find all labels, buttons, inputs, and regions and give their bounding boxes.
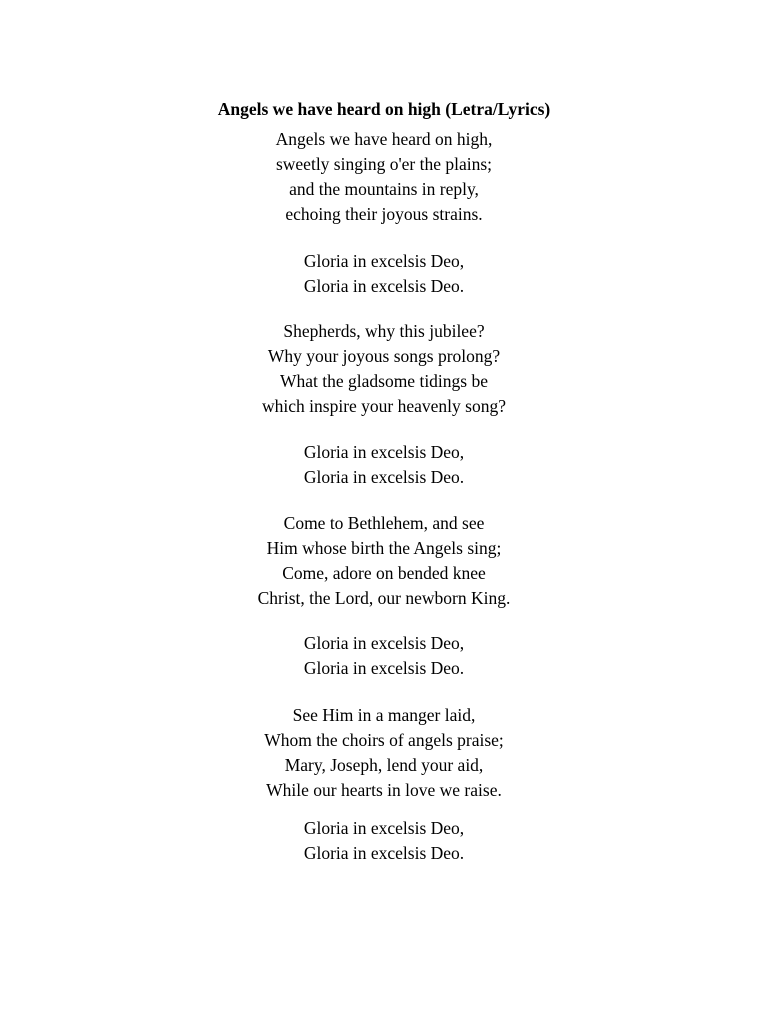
lyric-line: and the mountains in reply,	[289, 179, 479, 199]
lyric-line: echoing their joyous strains.	[285, 204, 483, 224]
lyric-line: Whom the choirs of angels praise;	[264, 730, 504, 750]
stanza-chorus-2	[0, 440, 768, 490]
lyric-line: Gloria in excelsis Deo.	[303, 843, 465, 863]
lyric-line: Christ, the Lord, our newborn King.	[257, 588, 511, 608]
lyric-line: Gloria in excelsis Deo.	[303, 467, 465, 487]
lyric-line: See Him in a manger laid,	[292, 705, 476, 725]
lyric-line: Gloria in excelsis Deo,	[303, 442, 465, 462]
stanza-chorus-3	[0, 631, 768, 681]
lyric-line: sweetly singing o'er the plains;	[275, 154, 493, 174]
lyric-line: Mary, Joseph, lend your aid,	[284, 755, 484, 775]
stanza-verse-2	[0, 319, 768, 419]
stanza-verse-3	[0, 511, 768, 611]
stanza-verse-1	[0, 127, 768, 227]
lyric-line: Gloria in excelsis Deo,	[303, 633, 465, 653]
lyric-line: Come, adore on bended knee	[282, 563, 486, 583]
lyric-line: While our hearts in love we raise.	[266, 780, 502, 800]
document-title: Angels we have heard on high (Letra/Lyrics)	[217, 99, 551, 119]
lyric-line: Him whose birth the Angels sing;	[266, 538, 502, 558]
stanza-verse-4	[0, 703, 768, 803]
lyric-line: Gloria in excelsis Deo.	[303, 276, 465, 296]
lyric-line: Shepherds, why this jubilee?	[283, 321, 485, 341]
lyric-line: Come to Bethlehem, and see	[283, 513, 485, 533]
lyric-line: Gloria in excelsis Deo,	[303, 251, 465, 271]
lyric-line: Why your joyous songs prolong?	[267, 346, 501, 366]
lyric-line: What the gladsome tidings be	[279, 371, 488, 391]
stanza-chorus-4	[0, 816, 768, 866]
stanza-chorus-1	[0, 249, 768, 299]
lyric-line: Gloria in excelsis Deo.	[303, 658, 465, 678]
lyric-line: Gloria in excelsis Deo,	[303, 818, 465, 838]
lyric-line: which inspire your heavenly song?	[262, 396, 506, 416]
lyric-line: Angels we have heard on high,	[275, 129, 493, 149]
